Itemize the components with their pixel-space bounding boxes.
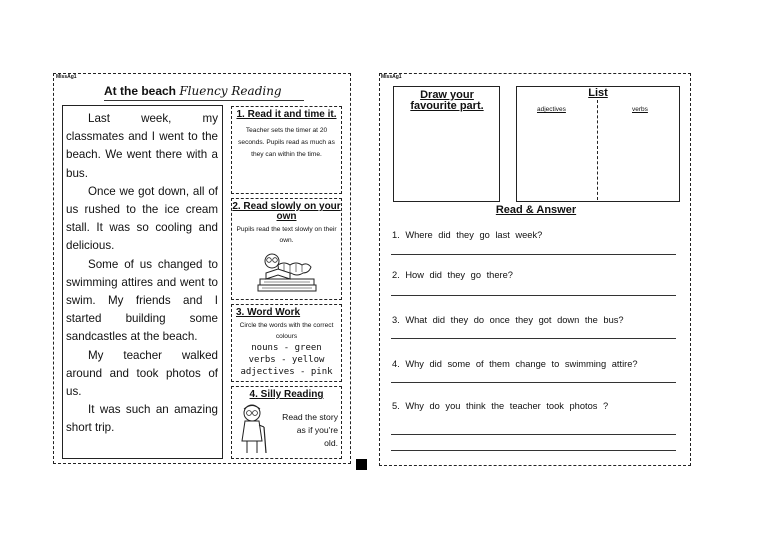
answer-line-2[interactable] [391,295,676,296]
read-answer-title: Read & Answer [495,204,577,216]
story-paragraph: My teacher walked around and took photos of us. [66,348,218,399]
bookworm-reading-icon [256,249,318,293]
story-text-box [62,105,223,459]
step-2-title: 2. Read slowly on your own [232,201,341,222]
old-man-icon [236,403,270,455]
colour-key-adjectives: adjectives - pink [240,367,333,377]
step-2-text: Pupils read the text slowly on their own. [236,226,337,244]
list-box[interactable] [516,86,680,202]
question-2: 2. How did they go there? [392,270,513,280]
answer-line-4[interactable] [391,382,676,383]
story-paragraph: Once we got down, all of us rushed to the ice cream stall. It was so cooling and delicious. [66,184,218,253]
step-3-box [231,304,342,382]
step-4-text: Read the story as if you're old. [282,412,338,448]
question-3: 3. What did they do once they got down the bus? [392,315,624,325]
story-paragraph: Last week, my classmates and I went to the beach. We went there with a bus. [66,112,218,180]
draw-title: Draw your favourite part. [410,89,484,112]
list-column-divider [597,100,598,200]
step-1-text: Teacher sets the timer at 20 seconds. Pupils read as much as they can within the time. [238,127,335,158]
answer-line-5a[interactable] [391,434,676,435]
story-paragraph: Some of us changed to swimming attires and went to swim. My friends and I started building some sandcastles at the beach. [66,257,218,344]
colour-key-verbs: verbs - yellow [248,355,325,365]
step-2-box [231,198,342,300]
question-5: 5. Why do you think the teacher took photos ? [392,401,609,411]
question-4: 4. Why did some of them change to swimming attire? [392,359,638,369]
left-page-tag: MissAg1 [56,74,77,80]
colour-key-nouns: nouns - green [251,343,322,353]
page-divider-marker [356,459,367,470]
list-title: List [588,87,608,99]
step-4-title: 4. Silly Reading [249,389,324,400]
list-column-adjectives: adjectives [537,106,566,113]
step-4-box [231,386,342,459]
title-bold: At the beach [104,84,177,98]
title-underline [104,100,304,101]
step-3-title: 3. Word Work [236,307,301,318]
question-1: 1. Where did they go last week? [392,230,543,240]
step-1-title: 1. Read it and time it. [236,109,337,120]
answer-line-1[interactable] [391,254,676,255]
answer-line-3[interactable] [391,338,676,339]
right-page-tag: MissAg1 [381,74,402,80]
title-script: Fluency Reading [179,84,282,98]
left-page-title [104,84,282,98]
step-1-box [231,106,342,194]
answer-line-5b[interactable] [391,450,676,451]
step-3-text: Circle the words with the correct colours [239,322,334,340]
story-paragraph: It was such an amazing short trip. [66,403,218,435]
list-column-verbs: verbs [632,106,648,113]
